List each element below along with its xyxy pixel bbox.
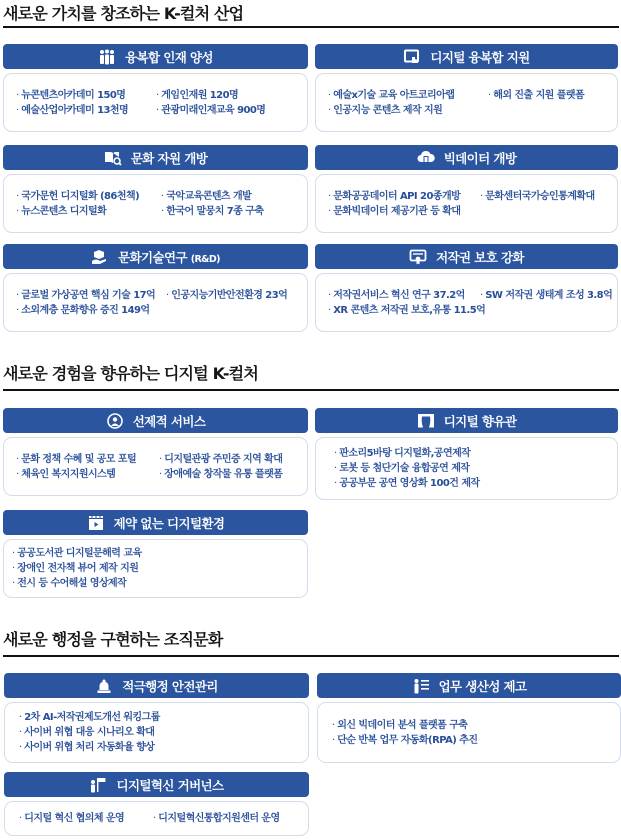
section-divider bbox=[3, 26, 619, 28]
card-title: 업무 생산성 제고 bbox=[438, 678, 527, 694]
card-body bbox=[317, 702, 621, 763]
list-item: · 예술산업아카데미 13천명 bbox=[16, 103, 156, 118]
list-item: · 디지털혁신통합지원센터 운영 bbox=[153, 811, 280, 826]
card-title: 저작권 보호 강화 bbox=[436, 249, 524, 265]
card-proactive-service bbox=[3, 408, 308, 496]
list-item: · 뉴스콘텐츠 디지털화 bbox=[16, 204, 161, 219]
person-flag-icon bbox=[89, 777, 107, 793]
card-title: 디지털 향유관 bbox=[443, 413, 517, 429]
list-item: · XR 콘텐츠 저작권 보호,유통 11.5억 bbox=[328, 303, 485, 318]
list-item: · 예술x기술 교육 아트코리아랩 bbox=[328, 88, 488, 103]
card-culture-tech-rnd bbox=[3, 244, 308, 332]
card-title: 빅데이터 개방 bbox=[443, 150, 517, 166]
card-header bbox=[3, 510, 308, 535]
card-header bbox=[315, 44, 618, 69]
touch-screen-icon bbox=[403, 49, 421, 65]
list-item: · 문화빅데이터 제공기관 등 확대 bbox=[328, 204, 461, 219]
list-item: · 단순 반복 업무 자동화(RPA) 추진 bbox=[332, 733, 477, 748]
card-barrier-free-digital bbox=[3, 510, 308, 598]
card-work-productivity bbox=[317, 673, 621, 763]
card-header bbox=[315, 145, 618, 170]
card-header bbox=[4, 772, 309, 797]
list-item: · 저작권서비스 혁신 연구 37.2억 bbox=[328, 288, 480, 303]
card-body bbox=[315, 437, 618, 500]
card-body bbox=[3, 174, 308, 233]
list-item: · 디지털관광 주민증 지역 확대 bbox=[159, 452, 282, 467]
list-item: · 문화센터국가승인통계확대 bbox=[480, 189, 595, 204]
card-title: 선제적 서비스 bbox=[132, 413, 206, 429]
book-search-icon bbox=[104, 150, 122, 166]
card-title: 디지털 융복합 지원 bbox=[430, 49, 530, 65]
list-item: · 장애예술 창작물 유통 플랫폼 bbox=[159, 467, 282, 482]
list-item: · 인공지능 콘텐츠 제작 지원 bbox=[328, 103, 442, 118]
list-item: · 외신 빅데이터 분석 플랫폼 구축 bbox=[332, 718, 467, 733]
card-header bbox=[3, 145, 308, 170]
card-header bbox=[317, 673, 621, 698]
section-divider bbox=[3, 389, 619, 391]
list-item: · 체육인 복지지원시스템 bbox=[16, 467, 159, 482]
card-header bbox=[315, 244, 618, 269]
card-header bbox=[4, 673, 309, 698]
section-title-k-culture-industry: 새로운 가치를 창조하는 K-컬처 산업 bbox=[3, 4, 244, 23]
list-item: · 2차 AI-저작권제도개선 워킹그룹 bbox=[19, 710, 160, 725]
card-proactive-admin-safety bbox=[4, 673, 309, 763]
card-title: 융복합 인재 양성 bbox=[125, 49, 213, 65]
list-item: · 디지털 혁신 협의체 운영 bbox=[19, 811, 153, 826]
list-item: · 국악교육콘텐츠 개발 bbox=[161, 189, 251, 204]
card-body bbox=[3, 273, 308, 332]
list-item: · 사이버 위협 대응 시나리오 확대 bbox=[19, 725, 154, 740]
section-title-organizational-culture: 새로운 행정을 구현하는 조직문화 bbox=[3, 630, 223, 649]
list-item: · 문화공공데이터 API 20종개방 bbox=[328, 189, 480, 204]
list-item: · 게임인재원 120명 bbox=[156, 88, 238, 103]
alarm-bell-icon bbox=[95, 678, 113, 694]
card-body bbox=[315, 273, 618, 332]
card-title: 문화기술연구 (R&D) bbox=[118, 249, 220, 265]
list-item: · 인공지능기반안전환경 23억 bbox=[166, 288, 287, 303]
cloud-document-icon bbox=[417, 150, 435, 166]
card-header bbox=[3, 44, 308, 69]
card-header bbox=[3, 244, 308, 269]
card-title: 디지털혁신 거버넌스 bbox=[116, 777, 224, 793]
card-convergence-talent bbox=[3, 44, 308, 132]
card-copyright-protection bbox=[315, 244, 618, 332]
section-divider bbox=[3, 655, 619, 657]
list-item: · 소외계층 문화향유 증진 149억 bbox=[16, 303, 150, 318]
list-item: · 문화 정책 수혜 및 공모 포털 bbox=[16, 452, 159, 467]
card-body bbox=[4, 702, 309, 763]
stage-curtain-icon bbox=[417, 413, 435, 429]
list-item: · 공공도서관 디지털문해력 교육 bbox=[12, 546, 142, 561]
card-header bbox=[315, 408, 618, 433]
list-item: · 장애인 전자책 뷰어 제작 지원 bbox=[12, 561, 138, 576]
card-body bbox=[3, 73, 308, 132]
video-clapper-icon bbox=[87, 515, 105, 531]
card-body bbox=[315, 73, 618, 132]
list-item: · 국가문헌 디지털화 (86천책) bbox=[16, 189, 161, 204]
user-service-icon bbox=[106, 413, 124, 429]
people-group-icon bbox=[98, 49, 116, 65]
card-body bbox=[315, 174, 618, 233]
card-digital-innovation-governance bbox=[4, 772, 309, 836]
section-title-digital-k-culture: 새로운 경험을 향유하는 디지털 K-컬처 bbox=[3, 364, 258, 383]
card-culture-resource-open bbox=[3, 145, 308, 233]
card-body bbox=[3, 539, 308, 598]
list-item: · 판소리5바탕 디지털화,공연제작 bbox=[334, 446, 470, 461]
list-item: · 관광미래인재교육 900명 bbox=[156, 103, 265, 118]
person-list-icon bbox=[412, 678, 430, 694]
card-header bbox=[3, 408, 308, 433]
list-item: · 뉴콘텐츠아카데미 150명 bbox=[16, 88, 156, 103]
list-item: · 공공부문 공연 영상화 100건 제작 bbox=[334, 476, 480, 491]
card-digital-convergence-support bbox=[315, 44, 618, 132]
hand-box-icon bbox=[91, 249, 109, 265]
card-big-data-open bbox=[315, 145, 618, 233]
list-item: · 해외 진출 지원 플랫폼 bbox=[488, 88, 584, 103]
card-title: 제약 없는 디지털환경 bbox=[113, 515, 225, 531]
list-item: · 사이버 위협 처리 자동화율 향상 bbox=[19, 740, 154, 755]
list-item: · 글로벌 가상공연 핵심 기술 17억 bbox=[16, 288, 166, 303]
certificate-icon bbox=[409, 249, 427, 265]
card-body bbox=[4, 801, 309, 836]
list-item: · SW 저작권 생태계 조성 3.8억 bbox=[480, 288, 612, 303]
list-item: · 로봇 등 첨단기술 융합공연 제작 bbox=[334, 461, 469, 476]
list-item: · 한국어 말뭉치 7종 구축 bbox=[161, 204, 263, 219]
card-title: 문화 자원 개방 bbox=[130, 150, 208, 166]
card-digital-venue bbox=[315, 408, 618, 500]
list-item: · 전시 등 수어해설 영상제작 bbox=[12, 576, 126, 591]
card-title: 적극행정 안전관리 bbox=[122, 678, 218, 694]
card-body bbox=[3, 437, 308, 496]
